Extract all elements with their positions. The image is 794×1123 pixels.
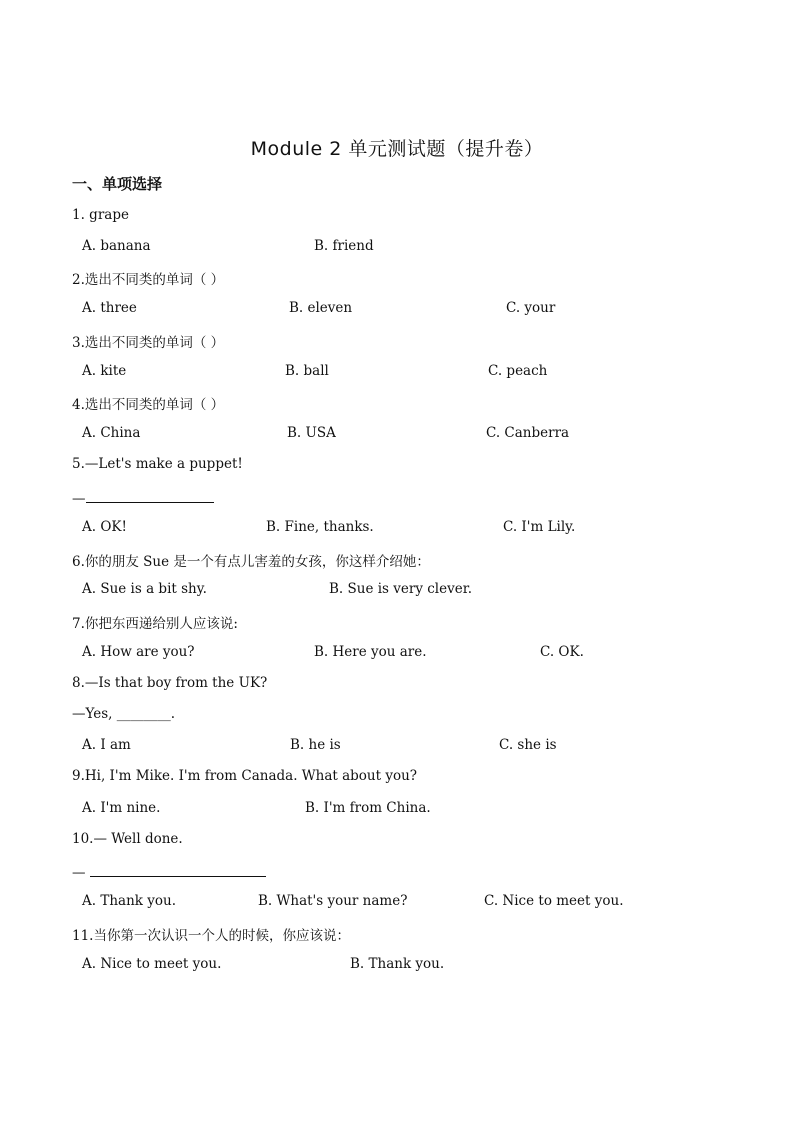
section-heading: 一、单项选择	[72, 175, 163, 193]
q8-option-b[interactable]: B. he is	[290, 737, 341, 753]
q8-option-a[interactable]: A. I am	[82, 737, 131, 753]
q4-option-c[interactable]: C. Canberra	[486, 425, 570, 441]
q4-option-b[interactable]: B. USA	[287, 425, 336, 441]
q11-option-a[interactable]: A. Nice to meet you.	[82, 956, 222, 972]
page-title: Module 2 单元测试题（提升卷）	[250, 138, 544, 160]
q2-option-c[interactable]: C. your	[506, 300, 556, 316]
q3-option-b[interactable]: B. ball	[285, 363, 329, 379]
q3-option-c[interactable]: C. peach	[488, 363, 548, 379]
q7-option-a[interactable]: A. How are you?	[82, 644, 195, 660]
q7-option-b[interactable]: B. Here you are.	[314, 644, 427, 660]
question-9-stem: 9.Hi, I'm Mike. I'm from Canada. What about you?	[72, 768, 418, 784]
question-10-stem: 10.— Well done.	[72, 831, 183, 847]
q10-dash: —	[72, 865, 90, 881]
q5-dash: —	[72, 491, 86, 507]
q8-reply: —Yes, ________.	[72, 706, 176, 722]
q2-option-b[interactable]: B. eleven	[289, 300, 353, 316]
q6-option-a[interactable]: A. Sue is a bit shy.	[82, 581, 207, 597]
q9-option-a[interactable]: A. I'm nine.	[82, 800, 161, 816]
question-8-stem: 8.—Is that boy from the UK?	[72, 675, 268, 691]
question-3-stem: 3.选出不同类的单词（ ）	[72, 335, 225, 351]
q10-option-a[interactable]: A. Thank you.	[82, 893, 176, 909]
q11-option-b[interactable]: B. Thank you.	[350, 956, 445, 972]
q5-option-b[interactable]: B. Fine, thanks.	[266, 519, 374, 535]
question-1-stem: 1. grape	[72, 207, 129, 223]
q7-option-c[interactable]: C. OK.	[540, 644, 584, 660]
q1-option-a[interactable]: A. banana	[82, 238, 151, 254]
q10-blank[interactable]	[90, 862, 266, 877]
q5-option-a[interactable]: A. OK!	[82, 519, 127, 535]
q10-answer-line[interactable]	[72, 862, 266, 881]
question-6-stem: 6.你的朋友 Sue 是一个有点儿害羞的女孩，你这样介绍她：	[72, 554, 430, 570]
question-4-stem: 4.选出不同类的单词（ ）	[72, 397, 225, 413]
question-5-stem: 5.—Let's make a puppet!	[72, 456, 243, 472]
q6-option-b[interactable]: B. Sue is very clever.	[329, 581, 472, 597]
q5-option-c[interactable]: C. I'm Lily.	[503, 519, 576, 535]
q5-blank[interactable]	[86, 488, 214, 503]
q1-option-b[interactable]: B. friend	[314, 238, 374, 254]
q8-option-c[interactable]: C. she is	[499, 737, 557, 753]
q2-option-a[interactable]: A. three	[82, 300, 137, 316]
question-11-stem: 11.当你第一次认识一个人的时候，你应该说：	[72, 928, 350, 944]
q10-option-b[interactable]: B. What's your name?	[258, 893, 408, 909]
q4-option-a[interactable]: A. China	[82, 425, 141, 441]
q3-option-a[interactable]: A. kite	[82, 363, 127, 379]
q5-answer-line[interactable]	[72, 488, 214, 507]
q10-option-c[interactable]: C. Nice to meet you.	[484, 893, 624, 909]
question-2-stem: 2.选出不同类的单词（ ）	[72, 272, 225, 288]
question-7-stem: 7.你把东西递给别人应该说:	[72, 616, 238, 632]
q9-option-b[interactable]: B. I'm from China.	[305, 800, 431, 816]
